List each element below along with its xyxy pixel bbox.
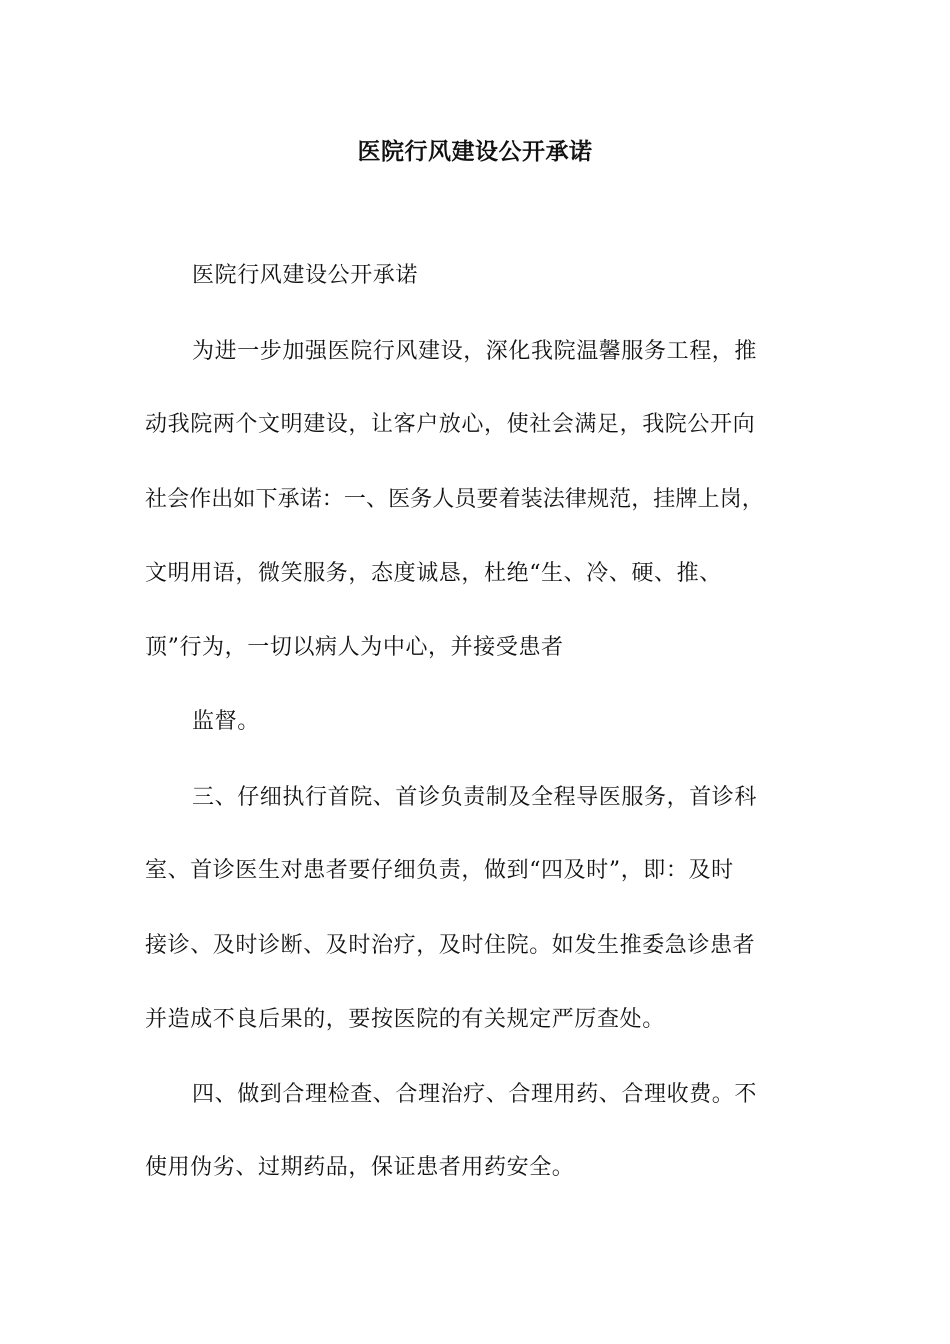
- paragraph-line: 并造成不良后果的，要按医院的有关规定严厉查处。: [145, 1007, 665, 1032]
- paragraph-line: 室、首诊医生对患者要仔细负责，做到“四及时”，即：及时: [145, 858, 734, 883]
- paragraph-line: 监督。: [192, 709, 260, 734]
- paragraph-line: 顶”行为，一切以病人为中心，并接受患者: [145, 635, 564, 660]
- paragraph-line: 社会作出如下承诺：一、医务人员要着装法律规范，挂牌上岗，: [145, 487, 764, 512]
- paragraph-line: 使用伪劣、过期药品，保证患者用药安全。: [145, 1155, 575, 1180]
- paragraph-line: 接诊、及时诊断、及时治疗，及时住院。如发生推委急诊患者: [145, 933, 756, 958]
- paragraph-line: 为进一步加强医院行风建设，深化我院温馨服务工程，推: [192, 339, 758, 364]
- document-title: 医院行风建设公开承诺: [357, 138, 593, 165]
- subtitle-line: 医院行风建设公开承诺: [192, 263, 419, 288]
- paragraph-line: 文明用语，微笑服务，态度诚恳，杜绝“生、冷、硬、推、: [145, 561, 722, 586]
- paragraph-line: 四、做到合理检查、合理治疗、合理用药、合理收费。不: [192, 1082, 758, 1107]
- paragraph-line: 三、仔细执行首院、首诊负责制及全程导医服务，首诊科: [192, 785, 758, 810]
- paragraph-line: 动我院两个文明建设，让客户放心，使社会满足，我院公开向: [145, 412, 756, 437]
